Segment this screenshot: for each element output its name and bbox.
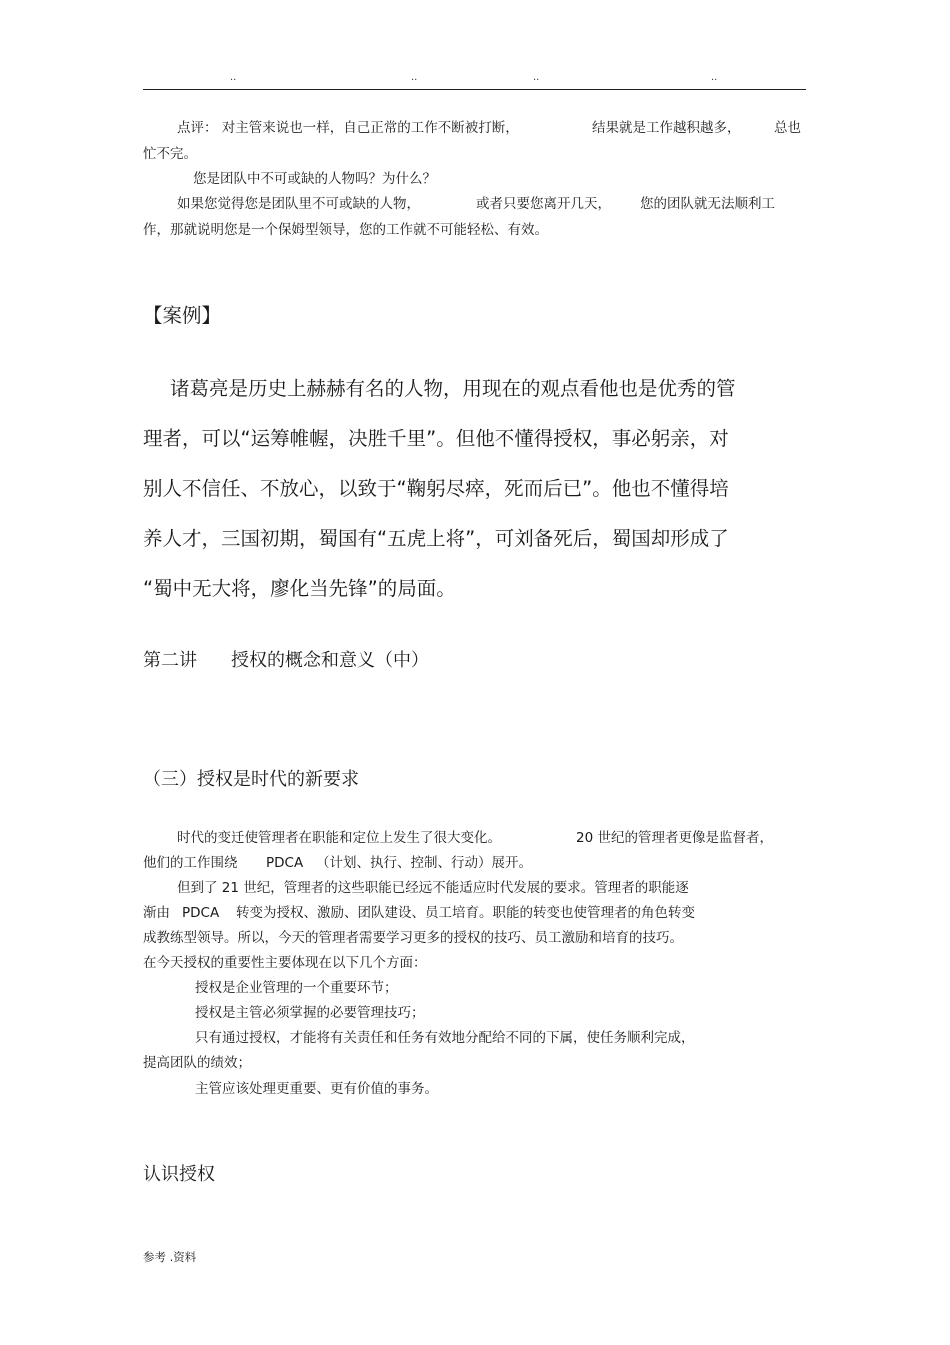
comment-line: 忙不完。 xyxy=(143,146,197,162)
header-dot: .. xyxy=(533,72,540,83)
case-line: 别人不信任、不放心，以致于“鞠躬尽瘁，死而后已”。他也不懂得培 xyxy=(143,477,729,500)
if-line: 作，那就说明您是一个保姆型领导，您的工作就不可能轻松、有效。 xyxy=(143,222,548,238)
header-dot: .. xyxy=(411,72,418,83)
list-item: 主管应该处理更重要、更有价值的事务。 xyxy=(195,1081,438,1097)
case-line: “蜀中无大将，廖化当先锋”的局面。 xyxy=(143,577,456,600)
list-item-continuation: 提高团队的绩效； xyxy=(143,1055,251,1071)
lecture-label: 第二讲 xyxy=(143,650,197,671)
section-line: 在今天授权的重要性主要体现在以下几个方面： xyxy=(143,955,427,971)
section-line: （计划、执行、控制、行动）展开。 xyxy=(316,855,532,871)
section-line: 但到了 21 世纪，管理者的这些职能已经远不能适应时代发展的要求。管理者的职能逐 xyxy=(177,880,689,896)
section-line: PDCA xyxy=(182,905,220,921)
case-line: 诸葛亮是历史上赫赫有名的人物，用现在的观点看他也是优秀的管 xyxy=(170,377,736,400)
section-line: PDCA xyxy=(266,855,304,871)
comment-line: 点评： 对主管来说也一样，自己正常的工作不断被打断， xyxy=(177,120,519,136)
header-dot: .. xyxy=(711,72,718,83)
section-line: 20 世纪的管理者更像是监督者， xyxy=(576,830,773,846)
section-line: 时代的变迁使管理者在职能和定位上发生了很大变化。 xyxy=(177,830,501,846)
case-title: 【案例】 xyxy=(143,304,222,327)
footer-text: 参考 .资料 xyxy=(143,1250,197,1264)
header-dot: .. xyxy=(230,72,237,83)
case-line: 理者，可以“运筹帷幄，决胜千里”。但他不懂得授权，事必躬亲，对 xyxy=(143,427,729,450)
section-line: 成教练型领导。所以，今天的管理者需要学习更多的授权的技巧、员工激励和培育的技巧。 xyxy=(143,930,683,946)
recognize-title: 认识授权 xyxy=(143,1164,215,1185)
list-item: 授权是企业管理的一个重要环节； xyxy=(195,980,398,996)
comment-line: 总也 xyxy=(774,120,801,136)
comment-line: 结果就是工作越积越多， xyxy=(592,120,741,136)
section-line: 转变为授权、激励、团队建设、员工培育。职能的转变也使管理者的角色转变 xyxy=(236,905,695,921)
if-line: 您的团队就无法顺利工 xyxy=(640,196,775,212)
section-line: 他们的工作围绕 xyxy=(143,855,238,871)
list-item: 只有通过授权，才能将有关责任和任务有效地分配给不同的下属，使任务顺利完成， xyxy=(195,1030,695,1046)
question: 您是团队中不可或缺的人物吗？为什么？ xyxy=(193,171,436,187)
case-line: 养人才，三国初期，蜀国有“五虎上将”，可刘备死后，蜀国却形成了 xyxy=(143,527,729,550)
list-item: 授权是主管必须掌握的必要管理技巧； xyxy=(195,1005,425,1021)
lecture-title: 授权的概念和意义（中） xyxy=(231,650,429,671)
if-line: 或者只要您离开几天， xyxy=(476,196,611,212)
header-rule xyxy=(143,89,806,90)
section-line: 渐由 xyxy=(143,905,170,921)
section-title: （三）授权是时代的新要求 xyxy=(143,769,359,790)
if-line: 如果您觉得您是团队里不可或缺的人物， xyxy=(177,196,420,212)
